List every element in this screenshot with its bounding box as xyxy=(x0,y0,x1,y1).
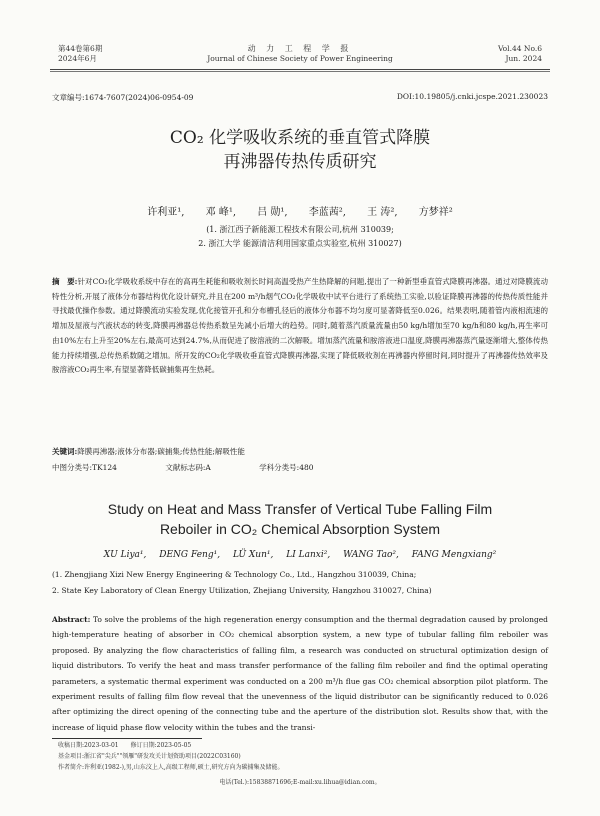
keywords-cn-label: 关键词: xyxy=(52,447,78,456)
header-rule xyxy=(50,69,550,70)
classification-row xyxy=(52,462,548,473)
header-volume-en: Vol.44 No.6 xyxy=(497,44,542,53)
header-volume-cn: 第44卷第6期 xyxy=(58,44,103,53)
article-number: 文章编号:1674-7607(2024)06-0954-09 xyxy=(52,93,194,102)
title-en-line2: Reboiler in CO₂ Chemical Absorption System xyxy=(159,521,441,537)
footnote-rule xyxy=(52,738,202,739)
affiliation-cn-2: 2. 浙江大学 能源清洁利用国家重点实验室,杭州 310027) xyxy=(198,239,402,248)
title-cn-line1: CO₂ 化学吸收系统的垂直管式降膜 xyxy=(169,128,431,148)
abstract-en-label: Abstract: xyxy=(52,615,91,624)
abstract-cn-text: 针对CO₂化学吸收系统中存在的高再生耗能和吸收剂长时间高温受热产生热降解的问题,提出了一种新型垂直管式降膜再沸器。通过对降膜流动特性分析,开展了液体分布器结构优化设计研究,并且在200 m³/h烟气CO₂化学吸收中试平台进行了系统热工实验,以验证降膜再沸器的传热传质性能并寻找最优操作参数。通过降膜流动实验发现,优化接管开孔和分布槽孔径后的液体分布器不均匀度可显著降低至0.026。结果表明,随着管内液相流速的增加及屋液与汽液状态的转变,降膜再沸器总传热系数呈先减小后增大的趋势。同时,随着蒸汽质量流量由50 kg/h增加至70 kg/h和80 kg/h,再生率可由10%左右上升至20%左右,最高可达到24.7%,从而促进了胺溶液的二次解吸。增加蒸汽流量和胺溶液进口温度,降膜再沸器蒸汽量逐渐增大,整体传热能力持续增强,总传热系数随之增加。所开发的CO₂化学吸收垂直管式降膜再沸器,实现了降低吸收剂在再沸器内停留时间,同时提升了再沸器传热效率及胺溶液CO₂再生率,有望显著降低碳捕集再生热耗。 xyxy=(52,277,548,375)
author-cn: 方梦祥² xyxy=(418,207,453,218)
abstract-cn-label: 摘 要: xyxy=(52,277,78,286)
author-cn: 李蓝茜², xyxy=(308,207,346,218)
authors-en xyxy=(0,550,600,560)
clc-number: 中图分类号:TK124 xyxy=(52,463,117,472)
title-en-line1: Study on Heat and Mass Transfer of Vertical Tube Falling Film xyxy=(107,501,493,517)
author-en: FANG Mengxiang² xyxy=(411,550,497,560)
author-cn: 许利亚¹, xyxy=(147,207,185,218)
doi: DOI:10.19805/j.cnki.jcspe.2021.230023 xyxy=(396,92,548,101)
author-en: WANG Tao², xyxy=(343,550,399,560)
footnote-contact: 电话(Tel.):15838871696;E-mail:xu.lihua@idian.com。 xyxy=(219,779,381,786)
author-en: DENG Feng¹, xyxy=(159,550,221,560)
author-cn: 邓 峰¹, xyxy=(205,207,237,218)
footnote-received: 收稿日期:2023-03-01 修订日期:2023-05-05 xyxy=(58,742,192,749)
header-date-cn: 2024年6月 xyxy=(58,54,97,63)
authors-cn xyxy=(0,203,600,218)
affiliation-en-1: (1. Zhengjiang Xizi New Energy Engineering & Technology Co., Ltd., Hangzhou 310039, China; xyxy=(52,570,417,579)
title-cn-line2: 再沸器传热传质研究 xyxy=(223,152,377,172)
footnote-fund: 基金项目:浙江省"尖兵""领雁"研发攻关计划资助项目(2022C03160) xyxy=(58,753,241,760)
author-en: LI Lanxi², xyxy=(286,550,331,560)
author-cn: 吕 勋¹, xyxy=(257,207,288,218)
abstract-en xyxy=(52,612,548,735)
journal-name-en: Journal of Chinese Society of Power Engineering xyxy=(207,54,393,63)
abstract-cn xyxy=(52,275,548,378)
header-rule-thin xyxy=(50,71,550,72)
keywords-cn-text: 降膜再沸器;液体分布器;碳捕集;传热性能;解吸性能 xyxy=(77,447,245,456)
affiliation-cn-1: (1. 浙江西子新能源工程技术有限公司,杭州 310039; xyxy=(206,225,394,234)
affiliation-en-2: 2. State Key Laboratory of Clean Energy Utilization, Zhejiang University, Hangzhou 310027, China) xyxy=(52,586,432,595)
author-en: XU Liya¹, xyxy=(103,550,147,560)
author-cn: 王 涛², xyxy=(367,207,398,218)
author-en: LÜ Xun¹, xyxy=(232,550,274,560)
header-date-en: Jun. 2024 xyxy=(505,54,542,63)
footnote-author: 作者简介:许利亚(1982-),男,山东汶上人,高级工程师,硕士,研究方向为碳捕集及储能。 xyxy=(58,764,284,771)
subject-code: 学科分类号:480 xyxy=(259,463,314,472)
abstract-en-text: To solve the problems of the high regeneration energy consumption and the thermal degradation caused by prolonged high-temperature heating of absorber in CO₂ chemical absorption system, a new type of tubular falling film reboiler was proposed. By analyzing the flow characteristics of falling film, a research was conducted on structural optimization design of liquid distributors. To verify the heat and mass transfer performance of the falling film reboiler and find the optimal operating parameters, a systematic thermal experiment was conducted on a 200 m³/h flue gas CO₂ chemical absorption pilot platform. The experiment results of falling film flow reveal that the unevenness of the liquid distributor can be significantly reduced to 0.026 after optimizing the direct opening of the connecting tube and the aperture of the distribution slot. Results show that, with the increase of liquid phase flow velocity within the tubes and the transi- xyxy=(52,615,548,732)
document-code: 文献标志码:A xyxy=(165,463,211,472)
header-issue xyxy=(442,44,542,64)
keywords-cn xyxy=(52,446,548,457)
journal-name-cn: 动 力 工 程 学 报 xyxy=(247,44,353,53)
